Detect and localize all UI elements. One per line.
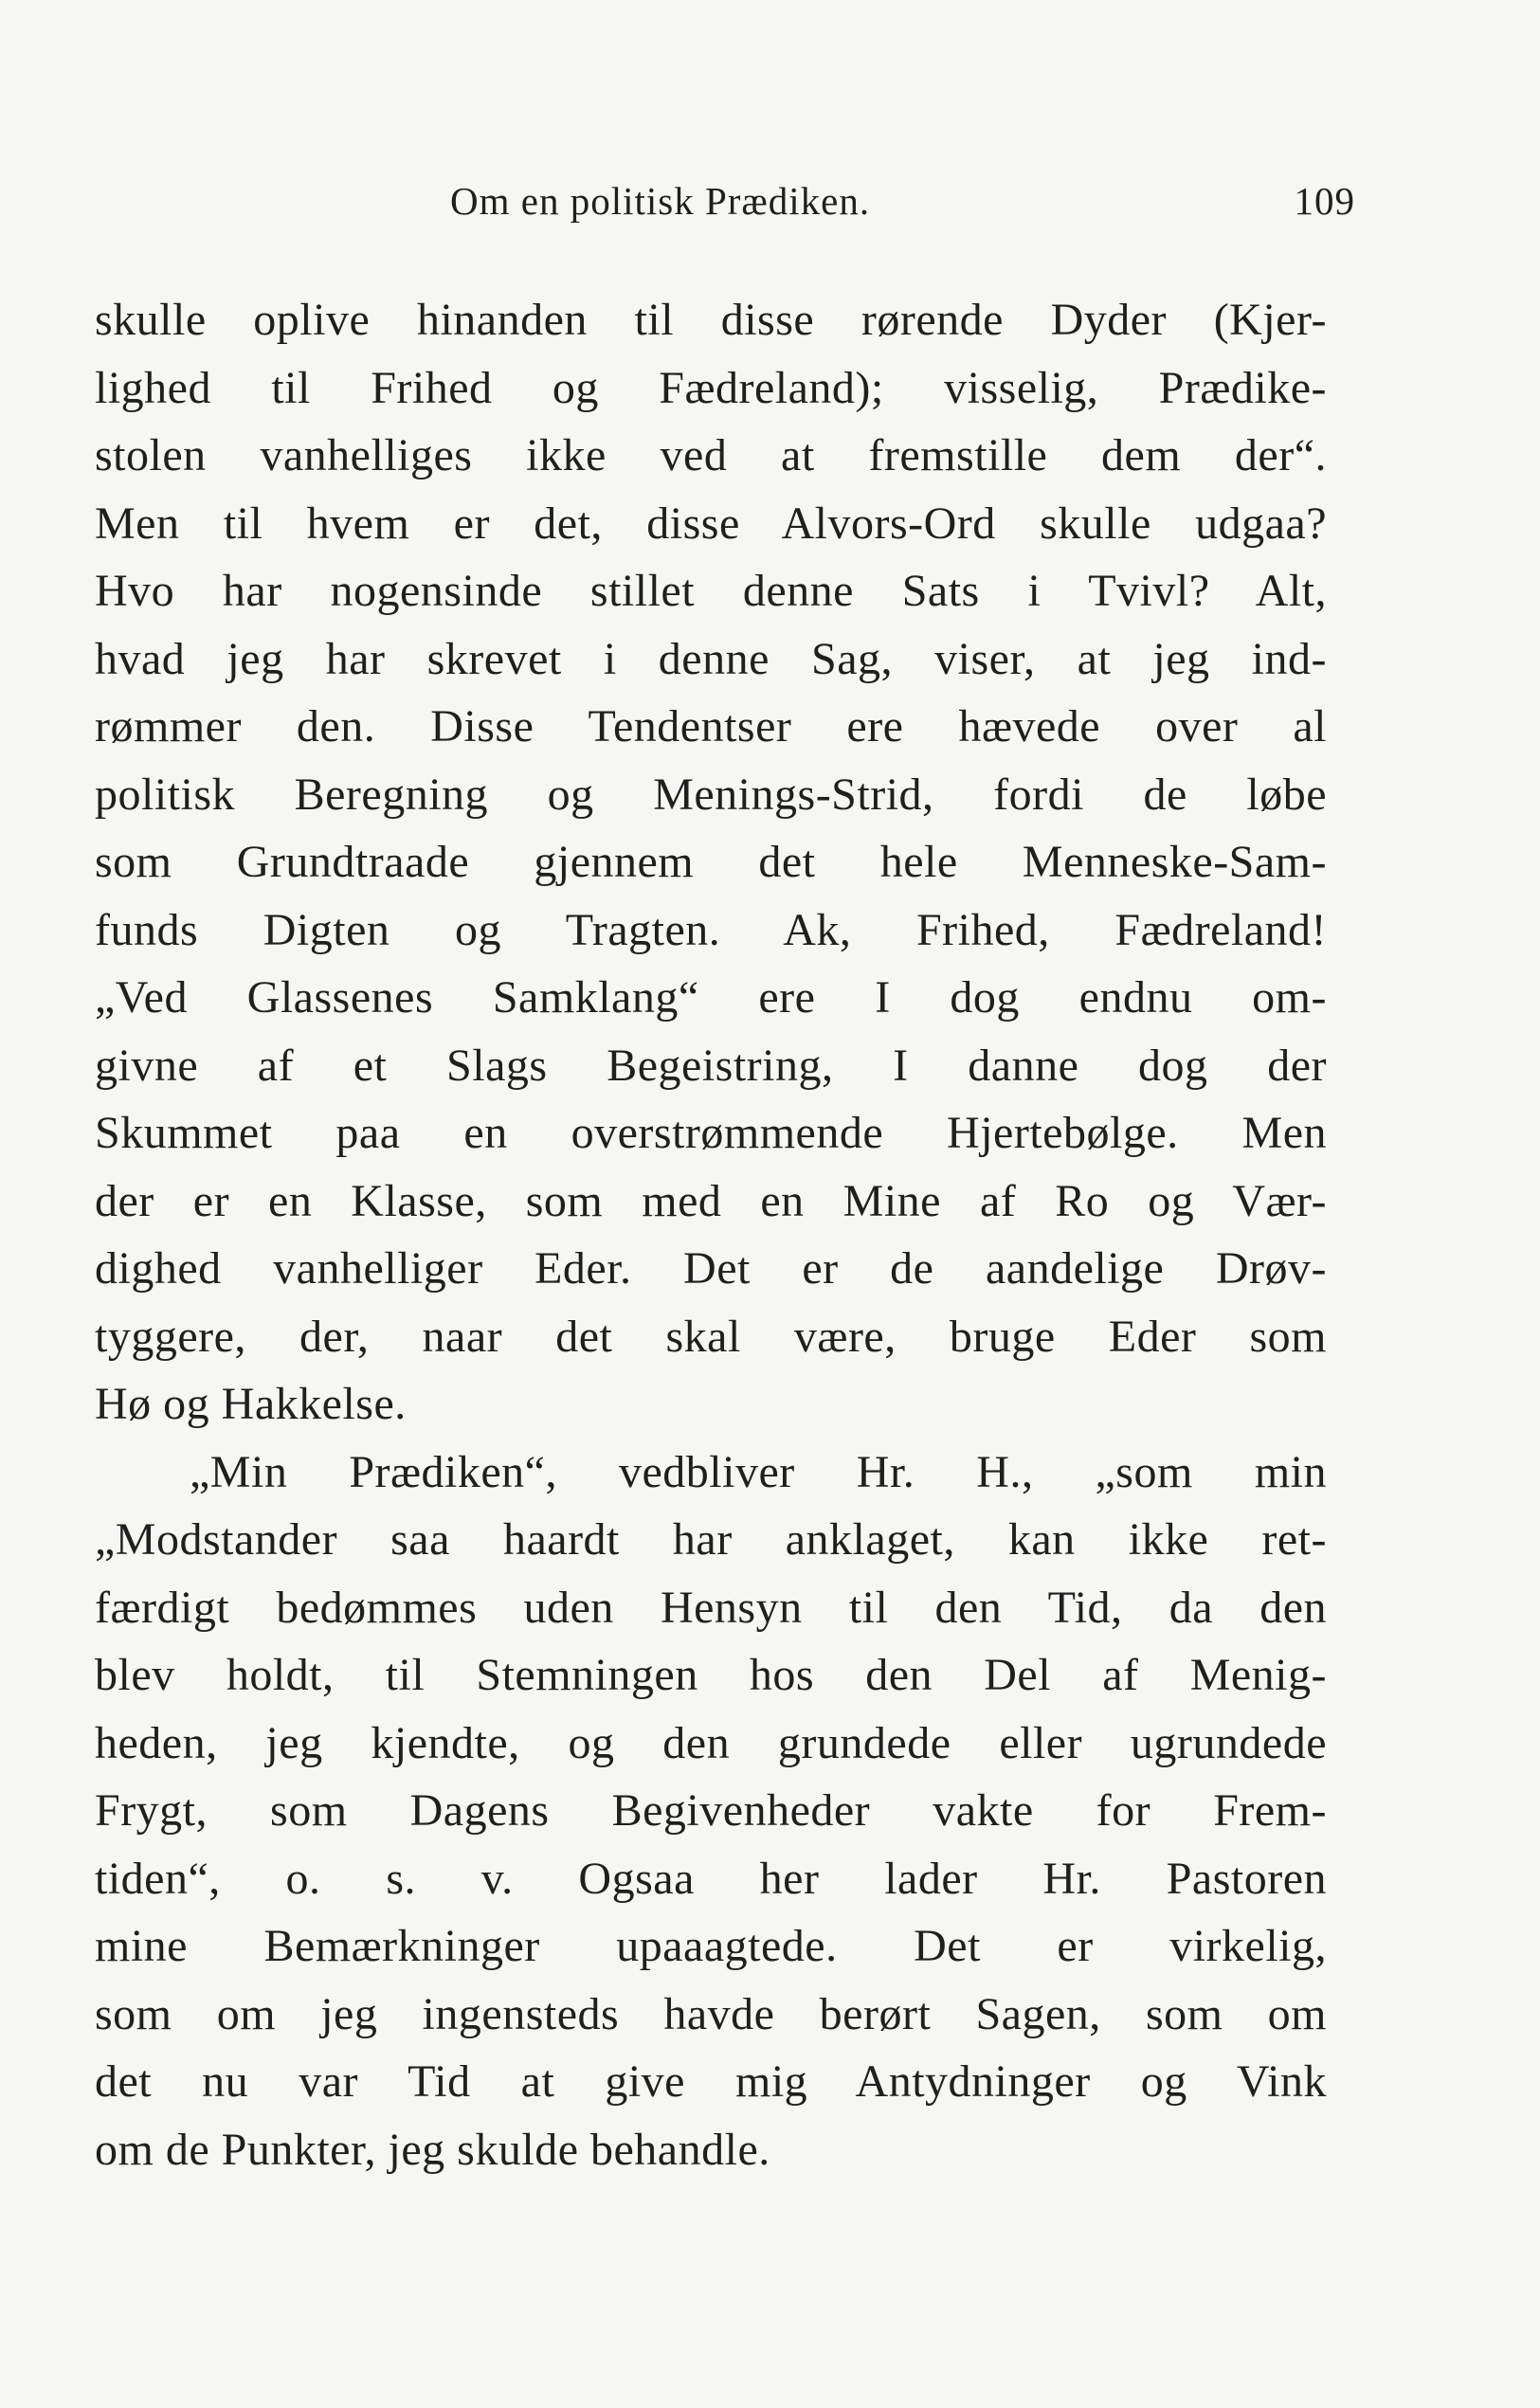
text-line: politisk Beregning og Menings-Strid, fordi de løbe — [95, 769, 1327, 820]
text-line: lighed til Frihed og Fædreland); visselig, Prædike- — [95, 362, 1327, 413]
text-line: stolen vanhelliges ikke ved at fremstille dem der“. — [95, 430, 1327, 480]
text-line: det nu var Tid at give mig Antydninger og Vink — [95, 2056, 1327, 2107]
text-line: „Modstander saa haardt har anklaget, kan ikke ret- — [95, 1514, 1327, 1565]
text-line: hvad jeg har skrevet i denne Sag, viser, at jeg ind- — [95, 633, 1327, 684]
text-line: „Min Prædiken“, vedbliver Hr. H., „som min — [190, 1446, 1327, 1497]
text-line: Skummet paa en overstrømmende Hjertebølge. Men — [95, 1108, 1327, 1158]
text-line: om de Punkter, jeg skulde behandle. — [95, 2124, 770, 2175]
text-line: som om jeg ingensteds havde berørt Sagen, som om — [95, 1988, 1327, 2039]
text-line: rømmer den. Disse Tendentser ere hævede over al — [95, 701, 1327, 751]
body-text — [95, 286, 1327, 2183]
running-title: Om en politisk Prædiken. — [450, 179, 871, 223]
text-line: tiden“, o. s. v. Ogsaa her lader Hr. Pastoren — [95, 1853, 1327, 1904]
page-number: 109 — [1294, 179, 1355, 223]
text-line: Frygt, som Dagens Begivenheder vakte for Frem- — [95, 1785, 1327, 1836]
text-line: heden, jeg kjendte, og den grundede eller ugrundede — [95, 1717, 1327, 1768]
text-line: blev holdt, til Stemningen hos den Del af Menig- — [95, 1650, 1327, 1700]
text-line: skulle oplive hinanden til disse rørende Dyder (Kjer- — [95, 295, 1327, 345]
text-line: færdigt bedømmes uden Hensyn til den Tid, da den — [95, 1582, 1327, 1633]
text-line: Men til hvem er det, disse Alvors-Ord skulle udgaa? — [95, 498, 1327, 549]
text-line: som Grundtraade gjennem det hele Menneske-Sam- — [95, 837, 1327, 887]
running-header — [95, 178, 1355, 235]
text-line: mine Bemærkninger upaaagtede. Det er virkelig, — [95, 1921, 1327, 1971]
text-line: Hø og Hakkelse. — [95, 1379, 407, 1429]
text-line: dighed vanhelliger Eder. Det er de aandelige Drøv- — [95, 1243, 1327, 1294]
text-line: funds Digten og Tragten. Ak, Frihed, Fædreland! — [95, 904, 1327, 955]
text-line: tyggere, der, naar det skal være, bruge Eder som — [95, 1311, 1327, 1362]
text-line: „Ved Glassenes Samklang“ ere I dog endnu om- — [95, 972, 1327, 1023]
text-line: der er en Klasse, som med en Mine af Ro og Vær- — [95, 1175, 1327, 1226]
text-line: Hvo har nogensinde stillet denne Sats i Tvivl? Alt, — [95, 566, 1327, 616]
text-line: givne af et Slags Begeistring, I danne dog der — [95, 1040, 1327, 1091]
